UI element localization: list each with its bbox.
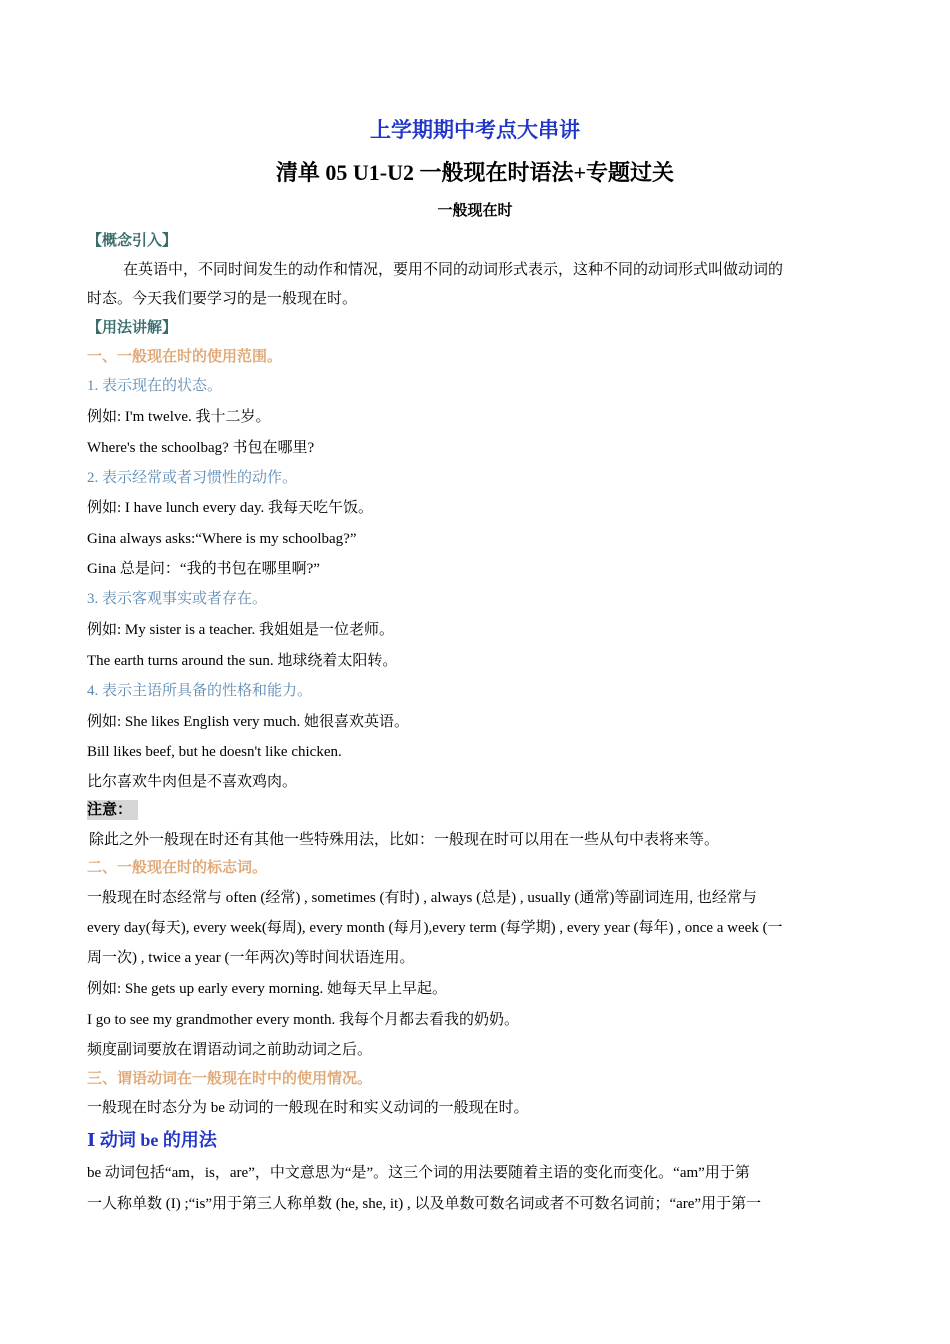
example-text: 例如: My sister is a teacher. 我姐姐是一位老师。 <box>87 622 395 638</box>
subsection-be-title: Ⅰ 动词 be 的用法 <box>87 1130 217 1150</box>
example-text: The earth turns around the sun. 地球绕着太阳转。 <box>87 653 398 669</box>
example-text: I go to see my grandmother every month. 我每个月都去看我的奶奶。 <box>87 1012 520 1028</box>
section3-intro: 一般现在时态分为 be 动词的一般现在时和实义动词的一般现在时。 <box>87 1100 529 1116</box>
example-text: Gina 总是问：“我的书包在哪里啊?” <box>87 561 320 577</box>
section3-line1: be 动词包括“am，is，are”，中文意思为“是”。这三个词的用法要随着主语的变化而变化。“am”用于第 <box>87 1165 750 1181</box>
note-label: 注意： <box>87 800 138 820</box>
section2-rule: 频度副词要放在谓语动词之前助动词之后。 <box>87 1042 373 1058</box>
example-text: Bill likes beef, but he doesn't like chicken. <box>87 744 342 760</box>
doc-topic: 一般现在时 <box>437 203 513 219</box>
section1-item1: 1. 表示现在的状态。 <box>87 378 223 394</box>
section2-line1: 一般现在时态经常与 often (经常) , sometimes (有时) , always (总是) , usually (通常)等副词连用, 也经常与 <box>87 890 757 906</box>
example-text: 例如: I'm twelve. 我十二岁。 <box>87 409 271 425</box>
section3-line2: 一人称单数 (I) ;“is”用于第三人称单数 (he, she, it) , 以及单数可数名词或者不可数名词前；“are”用于第一 <box>87 1196 762 1212</box>
section2-line2: every day(每天), every week(每周), every month (每月),every term (每学期) , every year (每年) , once a week (一 <box>87 920 783 936</box>
example-text: 例如: She gets up early every morning. 她每天早上早起。 <box>87 981 447 997</box>
example-text: 例如: I have lunch every day. 我每天吃午饭。 <box>87 500 374 516</box>
section2-title: 二、一般现在时的标志词。 <box>87 860 268 876</box>
section1-item3: 3. 表示客观事实或者存在。 <box>87 591 268 607</box>
example-text: 例如: She likes English very much. 她很喜欢英语。 <box>87 714 410 730</box>
section2-line3: 周一次) , twice a year (一年两次)等时间状语连用。 <box>87 950 415 966</box>
example-text: Where's the schoolbag? 书包在哪里? <box>87 440 315 456</box>
note-label-wrap <box>87 800 864 820</box>
usage-heading: 【用法讲解】 <box>87 320 178 336</box>
doc-subtitle: 清单 05 U1-U2 一般现在时语法+专题过关 <box>275 160 675 185</box>
example-text: Gina always asks:“Where is my schoolbag?” <box>87 531 357 547</box>
section1-item4: 4. 表示主语所具备的性格和能力。 <box>87 683 313 699</box>
section3-title: 三、谓语动词在一般现在时中的使用情况。 <box>87 1071 373 1087</box>
section1-item2: 2. 表示经常或者习惯性的动作。 <box>87 470 298 486</box>
example-text: 比尔喜欢牛肉但是不喜欢鸡肉。 <box>87 774 298 790</box>
section1-title: 一、一般现在时的使用范围。 <box>87 349 283 365</box>
concept-paragraph-line1: 在英语中，不同时间发生的动作和情况，要用不同的动词形式表示，这种不同的动词形式叫做动词的 <box>123 262 784 278</box>
doc-title: 上学期期中考点大串讲 <box>370 118 580 142</box>
concept-heading: 【概念引入】 <box>87 233 178 249</box>
concept-paragraph-line2: 时态。今天我们要学习的是一般现在时。 <box>87 291 358 307</box>
note-text: 除此之外一般现在时还有其他一些特殊用法，比如：一般现在时可以用在一些从句中表将来等。 <box>89 832 720 848</box>
